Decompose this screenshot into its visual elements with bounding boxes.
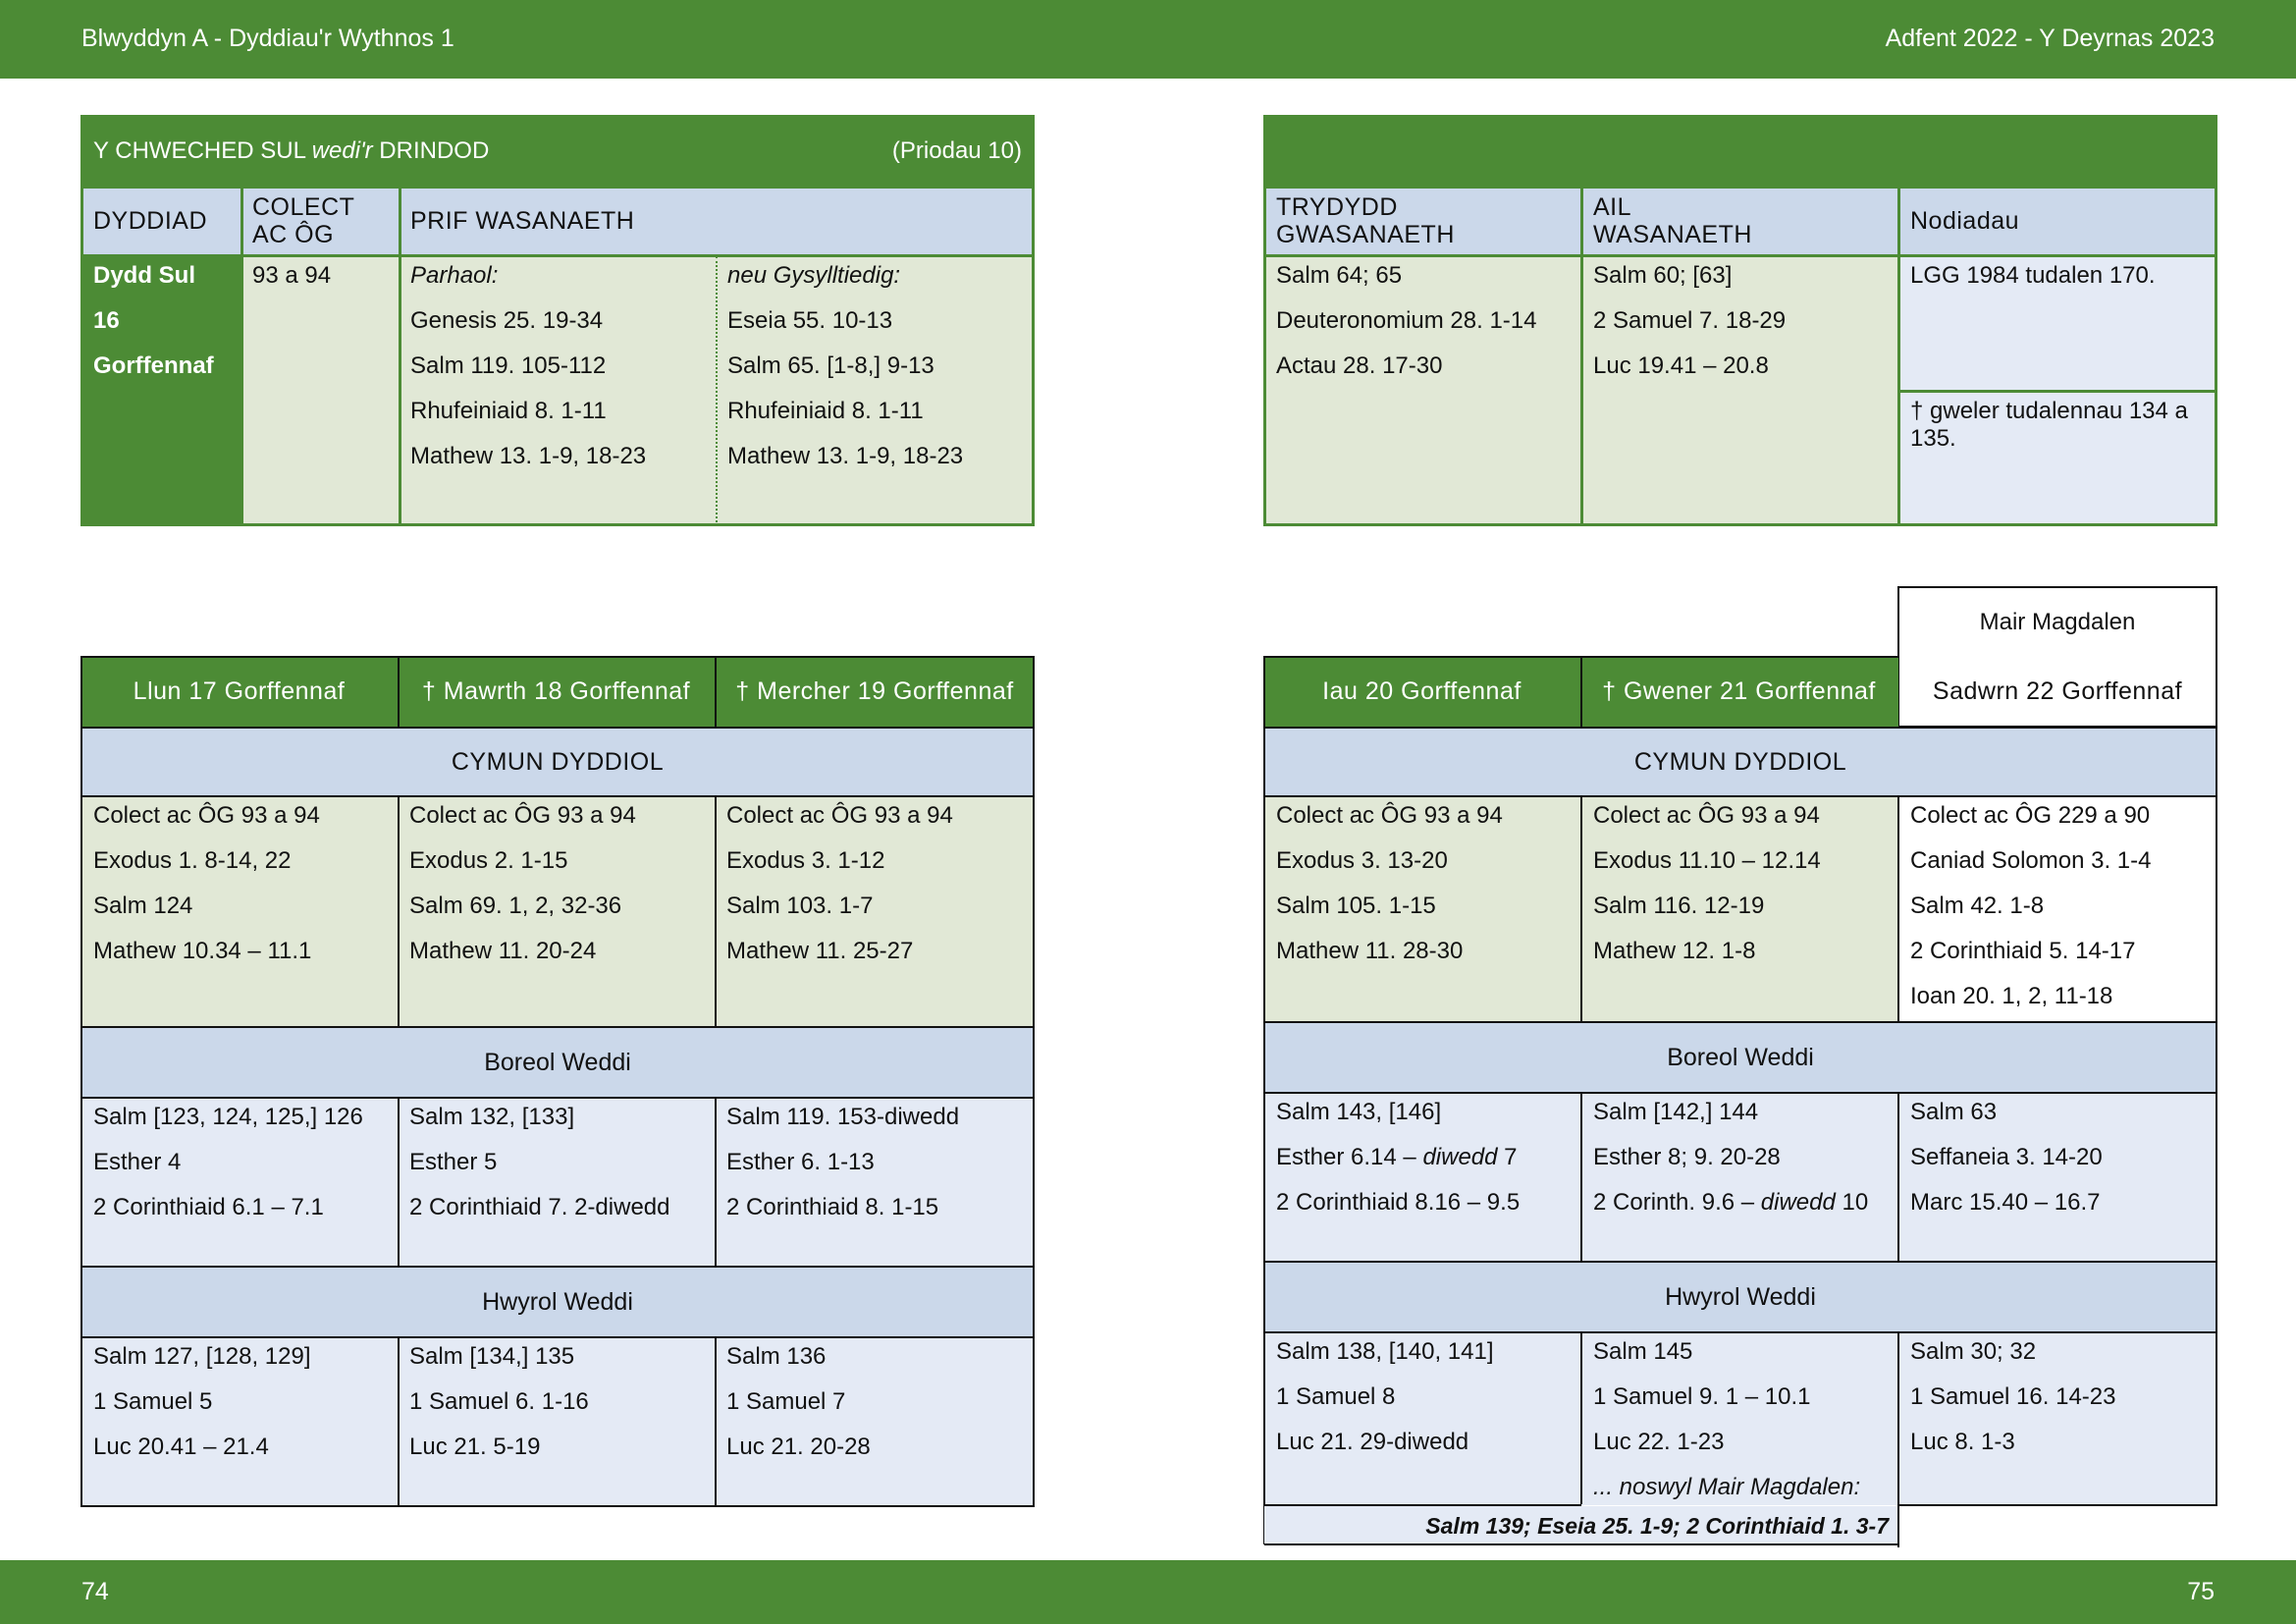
reading: Rhufeiniaid 8. 1-11 xyxy=(410,398,607,424)
reading: Salm 105. 1-15 xyxy=(1276,893,1436,919)
divider xyxy=(1263,186,2217,189)
reading: Colect ac ÔG 93 a 94 xyxy=(93,802,320,829)
reading: Deuteronomium 28. 1-14 xyxy=(1276,307,1537,334)
reading: Mathew 11. 28-30 xyxy=(1276,938,1464,964)
reading: 2 Corinthiaid 5. 14-17 xyxy=(1910,938,2136,964)
sunday-date-line: Gorffennaf xyxy=(93,352,214,379)
day-header: Llun 17 Gorffennaf xyxy=(133,677,346,705)
reading: Colect ac ÔG 93 a 94 xyxy=(726,802,953,829)
reading: Exodus 1. 8-14, 22 xyxy=(93,847,292,874)
reading: Exodus 11.10 – 12.14 xyxy=(1593,847,1821,874)
divider xyxy=(1580,1092,1582,1261)
reading: Luc 21. 5-19 xyxy=(409,1434,541,1460)
divider xyxy=(80,254,1035,257)
day-header: † Gwener 21 Gorffennaf xyxy=(1602,677,1876,705)
note: LGG 1984 tudalen 170. xyxy=(1910,262,2156,289)
sunday-date-line: Dydd Sul xyxy=(93,262,196,289)
eve-readings: Salm 139; Eseia 25. 1-9; 2 Corinthiaid 1. 3-7 xyxy=(1425,1513,1889,1539)
reading: Mathew 11. 20-24 xyxy=(409,938,597,964)
divider xyxy=(1897,1092,1899,1261)
reading: Salm 143, [146] xyxy=(1276,1099,1442,1125)
divider xyxy=(716,256,718,526)
header-band xyxy=(0,0,2296,79)
divider xyxy=(80,186,1035,189)
reading: Luc 21. 29-diwedd xyxy=(1276,1429,1469,1455)
reading: Salm 65. [1-8,] 9-13 xyxy=(727,352,934,379)
reading: Mathew 13. 1-9, 18-23 xyxy=(410,443,647,469)
divider xyxy=(1897,1504,2217,1506)
reading: Colect ac ÔG 229 a 90 xyxy=(1910,802,2151,829)
divider xyxy=(1580,1331,1582,1504)
reading: 1 Samuel 9. 1 – 10.1 xyxy=(1593,1383,1811,1410)
divider xyxy=(80,1097,1035,1099)
reading: 2 Corinthiaid 6.1 – 7.1 xyxy=(93,1194,324,1220)
reading: 2 Corinthiaid 8. 1-15 xyxy=(726,1194,939,1220)
morning-label: Boreol Weddi xyxy=(1667,1044,1814,1071)
reading: Luc 22. 1-23 xyxy=(1593,1429,1725,1455)
reading: Actau 28. 17-30 xyxy=(1276,352,1443,379)
reading: Salm [134,] 135 xyxy=(409,1343,575,1370)
reading: Esther 6. 1-13 xyxy=(726,1149,875,1175)
divider xyxy=(1263,254,2217,257)
reading: Exodus 2. 1-15 xyxy=(409,847,568,874)
evening-label: Hwyrol Weddi xyxy=(1665,1283,1816,1311)
reading: Salm 116. 12-19 xyxy=(1593,893,1765,919)
divider xyxy=(1580,795,1582,1021)
page-number-left: 74 xyxy=(81,1578,109,1605)
reading: Salm 64; 65 xyxy=(1276,262,1403,289)
reading: Esther 6.14 – diwedd 7 xyxy=(1276,1144,1518,1170)
reading: Salm 30; 32 xyxy=(1910,1338,2037,1365)
eucharist-label: CYMUN DYDDIOL xyxy=(451,748,665,776)
reading: Salm 119. 105-112 xyxy=(410,352,607,379)
reading: Eseia 55. 10-13 xyxy=(727,307,893,334)
day-header: † Mercher 19 Gorffennaf xyxy=(735,677,1014,705)
reading: 2 Samuel 7. 18-29 xyxy=(1593,307,1787,334)
col-date-header: DYDDIAD xyxy=(93,207,208,235)
reading: Salm 63 xyxy=(1910,1099,1998,1125)
divider xyxy=(399,186,401,526)
reading: Salm 138, [140, 141] xyxy=(1276,1338,1494,1365)
reading: Salm 103. 1-7 xyxy=(726,893,874,919)
reading: Genesis 25. 19-34 xyxy=(410,307,604,334)
reading: Ioan 20. 1, 2, 11-18 xyxy=(1910,983,2113,1009)
reading: Mathew 12. 1-8 xyxy=(1593,938,1756,964)
reading: Exodus 3. 13-20 xyxy=(1276,847,1448,874)
reading: 1 Samuel 7 xyxy=(726,1388,846,1415)
reading: 2 Corinthiaid 8.16 – 9.5 xyxy=(1276,1189,1521,1216)
reading: Mathew 10.34 – 11.1 xyxy=(93,938,312,964)
divider xyxy=(1263,1092,2217,1094)
footer-band xyxy=(0,1560,2296,1624)
reading: Esther 8; 9. 20-28 xyxy=(1593,1144,1781,1170)
reading: 1 Samuel 5 xyxy=(93,1388,213,1415)
reading: Salm [123, 124, 125,] 126 xyxy=(93,1104,363,1130)
day-header: † Mawrth 18 Gorffennaf xyxy=(421,677,691,705)
divider xyxy=(1263,1261,2217,1263)
divider xyxy=(240,186,243,526)
eve-label: ... noswyl Mair Magdalen: xyxy=(1593,1474,1861,1500)
sunday-proper: (Priodau 10) xyxy=(891,137,1022,164)
page-number-right: 75 xyxy=(2187,1578,2215,1605)
divider xyxy=(1263,656,1265,1544)
reading: Salm 136 xyxy=(726,1343,827,1370)
reading: Luc 19.41 – 20.8 xyxy=(1593,352,1769,379)
divider xyxy=(398,1097,400,1266)
sunday-date-line: 16 xyxy=(93,307,120,334)
reading: 1 Samuel 8 xyxy=(1276,1383,1396,1410)
reading: Luc 8. 1-3 xyxy=(1910,1429,2015,1455)
reading: Salm 145 xyxy=(1593,1338,1693,1365)
divider xyxy=(398,1336,400,1507)
col-second-header: AIL WASANAETH xyxy=(1593,193,1752,248)
reading: 2 Corinth. 9.6 – diwedd 10 xyxy=(1593,1189,1869,1216)
reading: Mathew 13. 1-9, 18-23 xyxy=(727,443,964,469)
reading: Marc 15.40 – 16.7 xyxy=(1910,1189,2101,1216)
related-label: neu Gysylltiedig: xyxy=(727,262,901,289)
reading: 2 Corinthiaid 7. 2-diwedd xyxy=(409,1194,670,1220)
reading: Esther 5 xyxy=(409,1149,498,1175)
header-left-title: Blwyddyn A - Dyddiau'r Wythnos 1 xyxy=(81,25,454,52)
divider xyxy=(715,1097,717,1266)
reading: Seffaneia 3. 14-20 xyxy=(1910,1144,2103,1170)
reading: Rhufeiniaid 8. 1-11 xyxy=(727,398,924,424)
col-collect-header: COLECT AC ÔG xyxy=(252,193,354,248)
eucharist-label: CYMUN DYDDIOL xyxy=(1633,748,1847,776)
reading: Salm 69. 1, 2, 32-36 xyxy=(409,893,622,919)
divider xyxy=(1899,390,2217,393)
reading: Salm 119. 153-diwedd xyxy=(726,1104,960,1130)
reading: Colect ac ÔG 93 a 94 xyxy=(1593,802,1820,829)
divider xyxy=(1897,795,1899,1021)
reading: Salm 127, [128, 129] xyxy=(93,1343,311,1370)
divider xyxy=(80,727,1035,729)
divider xyxy=(80,1266,1035,1268)
reading: Colect ac ÔG 93 a 94 xyxy=(1276,802,1503,829)
header-right-title: Adfent 2022 - Y Deyrnas 2023 xyxy=(1885,25,2215,52)
note: † gweler tudalennau 134 a 135. xyxy=(1910,398,2188,452)
divider xyxy=(80,795,1035,797)
morning-label: Boreol Weddi xyxy=(484,1049,631,1076)
continuous-label: Parhaol: xyxy=(410,262,499,289)
divider xyxy=(1263,795,2217,797)
festival-header-box xyxy=(1897,586,2217,728)
divider xyxy=(715,1336,717,1507)
divider xyxy=(80,1026,1035,1028)
reading: Salm 132, [133] xyxy=(409,1104,575,1130)
day-header: Iau 20 Gorffennaf xyxy=(1322,677,1522,705)
divider xyxy=(1580,186,1583,526)
reading: 1 Samuel 6. 1-16 xyxy=(409,1388,589,1415)
divider xyxy=(80,1336,1035,1338)
weekday-left-border xyxy=(80,656,1035,1507)
reading: 1 Samuel 16. 14-23 xyxy=(1910,1383,2116,1410)
divider xyxy=(1897,186,1900,526)
sunday-collect: 93 a 94 xyxy=(252,262,332,289)
reading: Colect ac ÔG 93 a 94 xyxy=(409,802,636,829)
divider xyxy=(1263,1331,2217,1333)
reading: Salm [142,] 144 xyxy=(1593,1099,1759,1125)
reading: Salm 124 xyxy=(93,893,193,919)
col-notes-header: Nodiadau xyxy=(1910,207,2020,235)
reading: Salm 60; [63] xyxy=(1593,262,1733,289)
sunday-title: Y CHWECHED SUL wedi'r DRINDOD xyxy=(93,137,490,164)
col-third-header: TRYDYDD GWASANAETH xyxy=(1276,193,1455,248)
divider xyxy=(1263,727,2217,729)
col-main-header: PRIF WASANAETH xyxy=(410,207,635,235)
divider xyxy=(398,795,400,1026)
divider xyxy=(1897,1331,1899,1547)
evening-label: Hwyrol Weddi xyxy=(482,1288,633,1316)
divider xyxy=(715,795,717,1026)
day-header: Sadwrn 22 Gorffennaf xyxy=(1932,677,2183,705)
reading: Luc 21. 20-28 xyxy=(726,1434,871,1460)
festival-name: Mair Magdalen xyxy=(1979,609,2136,635)
reading: Luc 20.41 – 21.4 xyxy=(93,1434,269,1460)
reading: Salm 42. 1-8 xyxy=(1910,893,2045,919)
reading: Esther 4 xyxy=(93,1149,182,1175)
reading: Caniad Solomon 3. 1-4 xyxy=(1910,847,2152,874)
divider xyxy=(1263,1021,2217,1023)
reading: Mathew 11. 25-27 xyxy=(726,938,914,964)
reading: Exodus 3. 1-12 xyxy=(726,847,885,874)
